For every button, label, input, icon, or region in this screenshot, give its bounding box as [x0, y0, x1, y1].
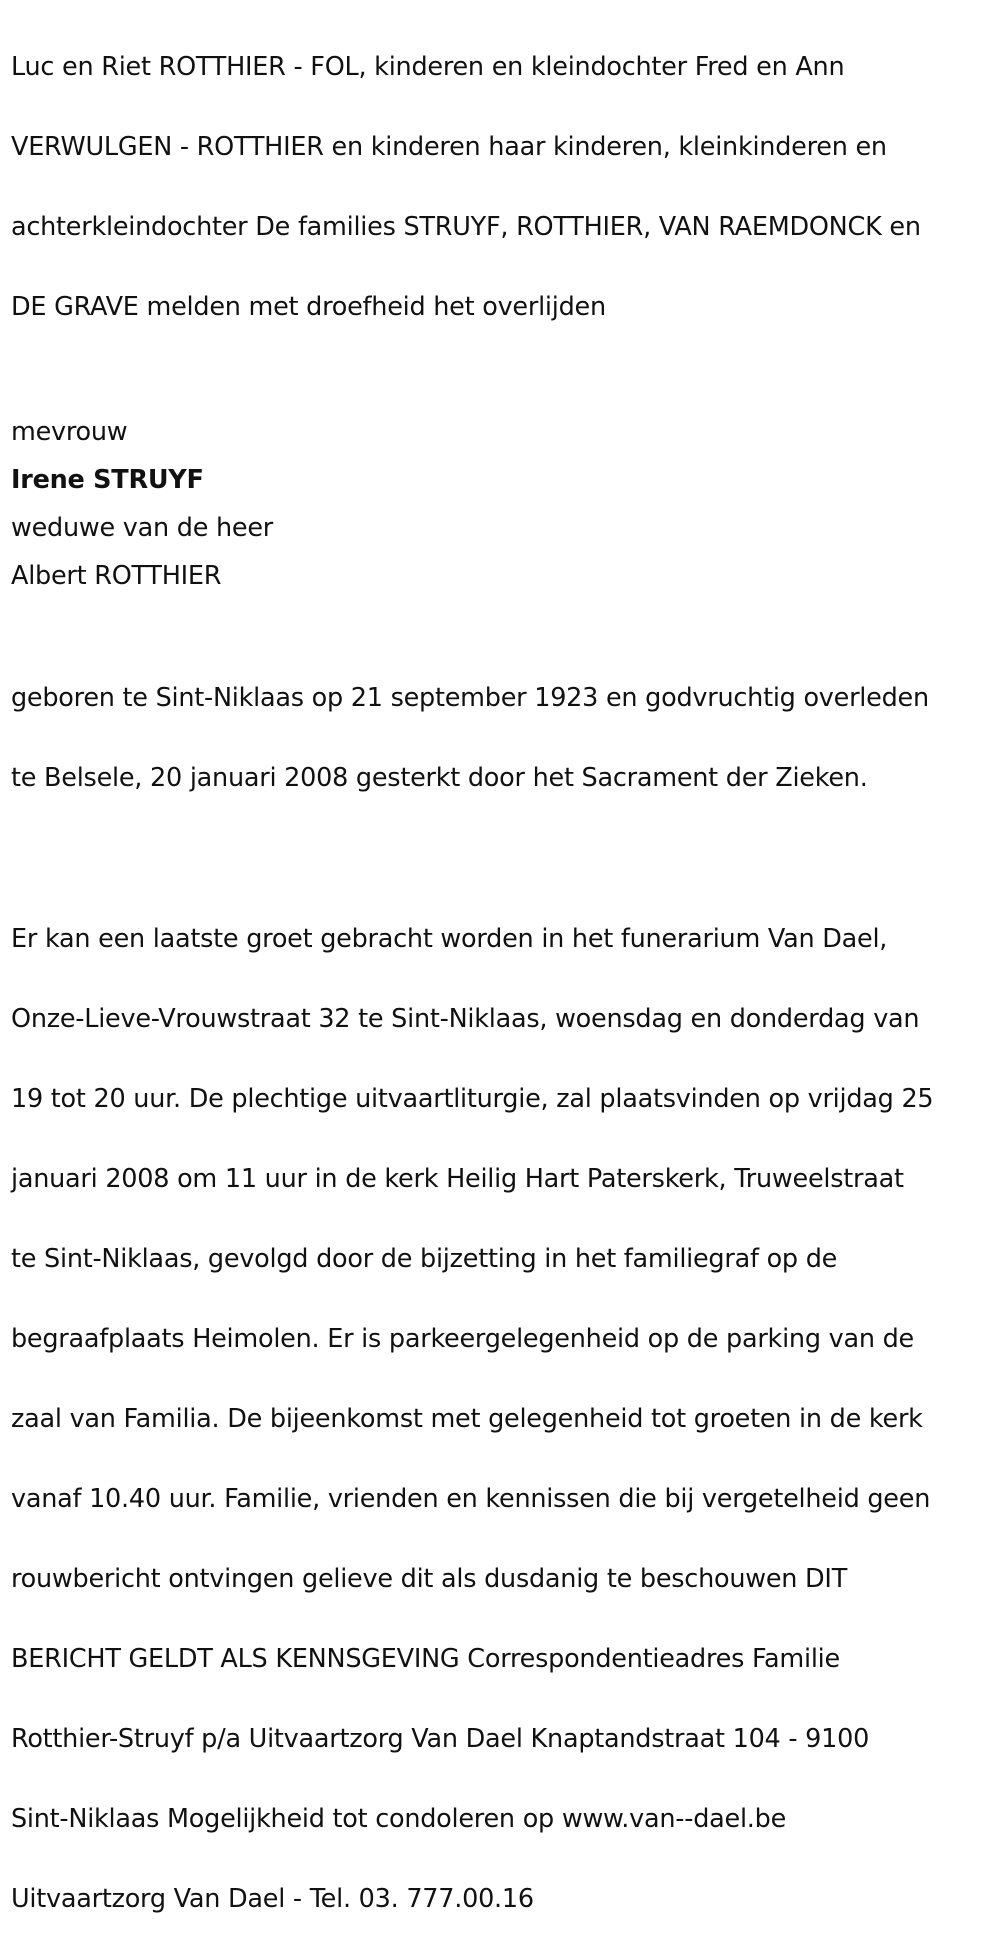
deceased-title: mevrouw	[11, 417, 128, 447]
intro-paragraph	[11, 0, 991, 367]
arrangements-line: te Sint-Niklaas, gevolgd door de bijzetting in het familiegraf op de	[11, 1244, 838, 1274]
birth-death-line: geboren te Sint-Niklaas op 21 september 1923 en godvruchtig overleden	[11, 683, 929, 713]
deceased-relation: weduwe van de heer	[11, 513, 274, 543]
spacer	[11, 367, 991, 408]
arrangements-line: vanaf 10.40 uur. Familie, vrienden en kennissen die bij vergetelheid geen	[11, 1484, 931, 1514]
arrangements-line: Uitvaartzorg Van Dael - Tel. 03. 777.00.16	[11, 1884, 534, 1914]
spacer	[11, 838, 991, 879]
arrangements-line: zaal van Familia. De bijeenkomst met gelegenheid tot groeten in de kerk	[11, 1404, 923, 1434]
deceased-name: Irene STRUYF	[11, 465, 204, 495]
intro-line: Luc en Riet ROTTHIER - FOL, kinderen en kleindochter Fred en Ann	[11, 52, 845, 82]
arrangements-line: rouwbericht ontvingen gelieve dit als dusdanig te beschouwen DIT	[11, 1564, 848, 1594]
intro-line: VERWULGEN - ROTTHIER en kinderen haar kinderen, kleinkinderen en	[11, 132, 887, 162]
intro-line: DE GRAVE melden met droefheid het overlijden	[11, 292, 606, 322]
arrangements-line: 19 tot 20 uur. De plechtige uitvaartliturgie, zal plaatsvinden op vrijdag 25	[11, 1084, 934, 1114]
obituary-notice	[11, 0, 991, 1959]
birth-death-paragraph	[11, 638, 991, 838]
arrangements-paragraph	[11, 879, 991, 1959]
arrangements-line: Rotthier-Struyf p/a Uitvaartzorg Van Dael Knaptandstraat 104 - 9100	[11, 1724, 870, 1754]
deceased-block	[11, 408, 991, 600]
arrangements-line: Sint-Niklaas Mogelijkheid tot condoleren op www.van--dael.be	[11, 1804, 787, 1834]
arrangements-line: Onze-Lieve-Vrouwstraat 32 te Sint-Niklaas, woensdag en donderdag van	[11, 1004, 920, 1034]
arrangements-line: BERICHT GELDT ALS KENNSGEVING Correspondentieadres Familie	[11, 1644, 840, 1674]
arrangements-line: begraafplaats Heimolen. Er is parkeergelegenheid op de parking van de	[11, 1324, 914, 1354]
arrangements-line: Er kan een laatste groet gebracht worden in het funerarium Van Dael,	[11, 924, 888, 954]
intro-line: achterkleindochter De families STRUYF, ROTTHIER, VAN RAEMDONCK en	[11, 212, 921, 242]
arrangements-line: januari 2008 om 11 uur in de kerk Heilig Hart Paterskerk, Truweelstraat	[11, 1164, 904, 1194]
spacer	[11, 600, 991, 638]
birth-death-line: te Belsele, 20 januari 2008 gesterkt door het Sacrament der Zieken.	[11, 763, 868, 793]
deceased-spouse: Albert ROTTHIER	[11, 561, 222, 591]
